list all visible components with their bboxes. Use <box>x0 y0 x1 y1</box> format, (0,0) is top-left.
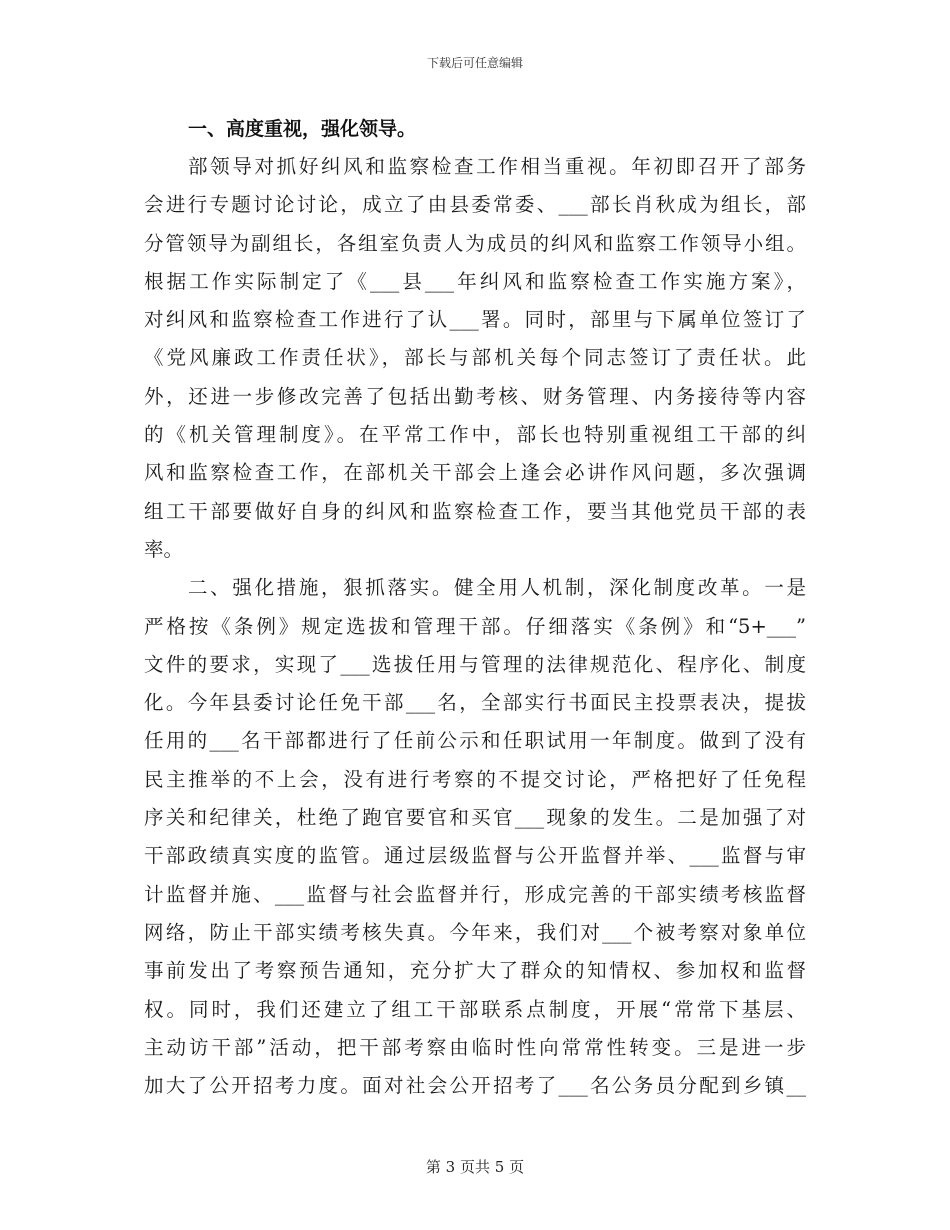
paragraph-line: 权。同时，我们还建立了组工干部联系点制度，开展“常常下基层、 <box>144 997 806 1021</box>
paragraph-line: 民主推举的不上会，没有进行考察的不提交讨论，严格把好了任免程 <box>144 767 806 791</box>
paragraph-line: 计监督并施、___监督与社会监督并行，形成完善的干部实绩考核监督 <box>144 882 806 906</box>
paragraph-line: 任用的___名干部都进行了任前公示和任职试用一年制度。做到了没有 <box>144 729 806 753</box>
page-number-footer: 第 3 页共 5 页 <box>425 1158 525 1176</box>
section-heading: 一、高度重视，强化领导。 <box>188 118 417 140</box>
paragraph-line: 文件的要求，实现了___选拔任用与管理的法律规范化、程序化、制度 <box>144 652 806 676</box>
paragraph-line: 率。 <box>144 537 184 561</box>
paragraph-line: 干部政绩真实度的监管。通过层级监督与公开监督并举、___监督与审 <box>144 844 806 868</box>
paragraph-line: 《党风廉政工作责任状》，部长与部机关每个同志签订了责任状。此 <box>144 346 806 370</box>
paragraph-line: 化。今年县委讨论任免干部___名，全部实行书面民主投票表决，提拔 <box>144 691 806 715</box>
paragraph-line: 外，还进一步修改完善了包括出勤考核、财务管理、内务接待等内容 <box>144 384 806 408</box>
paragraph-line: 组工干部要做好自身的纠风和监察检查工作，要当其他党员干部的表 <box>144 499 806 523</box>
paragraph-line: 根据工作实际制定了《___县___年纠风和监察检查工作实施方案》， <box>144 269 806 293</box>
paragraph-line: 的《机关管理制度》。在平常工作中，部长也特别重视组工干部的纠 <box>144 423 806 447</box>
paragraph-line: 风和监察检查工作，在部机关干部会上逢会必讲作风问题，多次强调 <box>144 461 806 485</box>
document-body <box>144 110 806 1105</box>
paragraph-line: 网络，防止干部实绩考核失真。今年来，我们对___个被考察对象单位 <box>144 920 806 944</box>
header-note: 下载后可任意编辑 <box>426 56 523 70</box>
paragraph-line: 序关和纪律关，杜绝了跑官要官和买官___现象的发生。二是加强了对 <box>144 806 806 830</box>
paragraph-line: 二、强化措施，狠抓落实。健全用人机制，深化制度改革。一是 <box>188 576 806 600</box>
paragraph-line: 分管领导为副组长，各组室负责人为成员的纠风和监察工作领导小组。 <box>144 231 806 255</box>
paragraph-line: 对纠风和监察检查工作进行了认___署。同时，部里与下属单位签订了 <box>144 308 806 332</box>
paragraph-line: 严格按《条例》规定选拔和管理干部。仔细落实《条例》和“5+___” <box>144 614 806 638</box>
paragraph-line: 主动访干部”活动，把干部考察由临时性向常常性转变。三是进一步 <box>144 1035 806 1059</box>
paragraph-line: 事前发出了考察预告通知，充分扩大了群众的知情权、参加权和监督 <box>144 959 806 983</box>
paragraph-line: 部领导对抓好纠风和监察检查工作相当重视。年初即召开了部务 <box>188 155 806 178</box>
paragraph-line: 会进行专题讨论讨论，成立了由县委常委、___部长肖秋成为组长，部 <box>144 193 806 217</box>
paragraph-line: 加大了公开招考力度。面对社会公开招考了___名公务员分配到乡镇__ <box>144 1074 806 1098</box>
